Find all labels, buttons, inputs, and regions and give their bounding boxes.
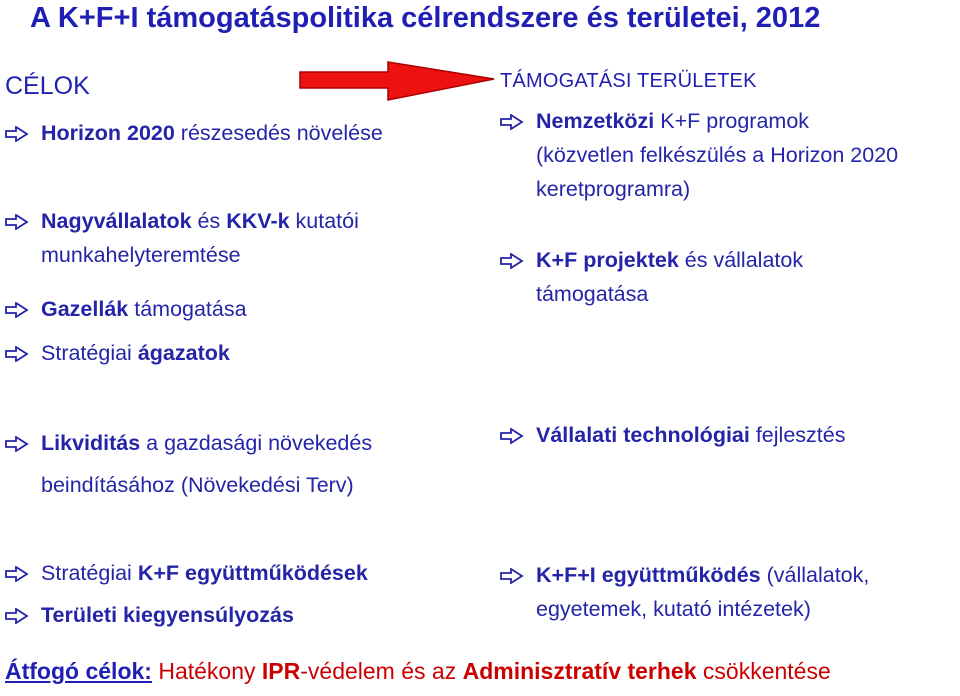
areas-heading: TÁMOGATÁSI TERÜLETEK xyxy=(500,70,757,92)
area-vallalati: Vállalati technológiai fejlesztés xyxy=(500,418,845,452)
footer-label: Átfogó célok: xyxy=(5,658,152,684)
goals-heading: CÉLOK xyxy=(5,72,90,100)
hollow-arrow-icon xyxy=(5,608,41,624)
goal-horizon: Horizon 2020 részesedés növelése xyxy=(5,116,383,150)
hollow-arrow-icon xyxy=(5,126,41,142)
area-kf-projektek: K+F projektek és vállalatok támogatása xyxy=(500,243,803,311)
hollow-arrow-icon xyxy=(5,214,41,230)
footer-line xyxy=(5,658,831,685)
hollow-arrow-icon xyxy=(5,436,41,452)
page-title: A K+F+I támogatáspolitika célrendszere és területei, 2012 xyxy=(30,2,821,34)
goal-likviditas: Likviditás a gazdasági növekedés beindításához (Növekedési Terv) xyxy=(5,422,372,506)
goal-nagyvallalatok: Nagyvállalatok és KKV-k kutatói munkahelyteremtése xyxy=(5,204,359,272)
hollow-arrow-icon xyxy=(500,253,536,269)
goal-strategiai-agazatok: Stratégiai ágazatok xyxy=(5,336,230,370)
area-nemzetkozi: Nemzetközi K+F programok (közvetlen felkészülés a Horizon 2020 keretprogramra) xyxy=(500,104,898,206)
footer-text: Hatékony IPR-védelem és az Adminisztratív terhek csökkentése xyxy=(151,658,831,684)
hollow-arrow-icon xyxy=(500,428,536,444)
area-kfi-egyuttmukodes: K+F+I együttműködés (vállalatok, egyetemek, kutató intézetek) xyxy=(500,558,869,626)
hollow-arrow-icon xyxy=(5,346,41,362)
goal-strategiai-kf: Stratégiai K+F együttműködések xyxy=(5,556,368,590)
hollow-arrow-icon xyxy=(5,302,41,318)
goal-teruleti: Területi kiegyensúlyozás xyxy=(5,598,294,632)
hollow-arrow-icon xyxy=(500,114,536,130)
hollow-arrow-icon xyxy=(5,566,41,582)
goal-gazellak: Gazellák támogatása xyxy=(5,292,247,326)
hollow-arrow-icon xyxy=(500,568,536,584)
big-right-arrow-icon xyxy=(296,60,498,102)
